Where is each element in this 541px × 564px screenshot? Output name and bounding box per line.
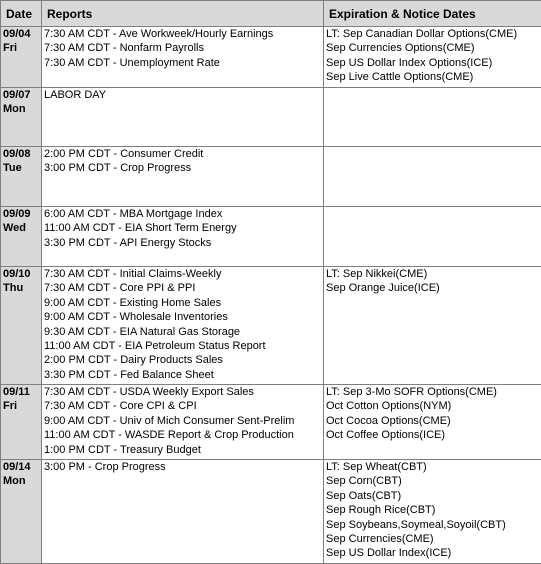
expiration-item: Sep Live Cattle Options(CME) [326, 71, 474, 84]
expiration-item: Sep Oats(CBT) [326, 489, 402, 502]
reports-cell [42, 207, 324, 267]
expiration-item: Sep Currencies Options(CME) [326, 42, 475, 55]
expirations-cell [324, 460, 541, 564]
reports-cell [42, 27, 324, 88]
table-row [1, 147, 541, 207]
report-item: LABOR DAY [44, 89, 107, 101]
expirations-cell [324, 147, 541, 207]
weekday-label: Thu [3, 282, 24, 294]
reports-cell [42, 88, 324, 147]
table-row [1, 207, 541, 267]
date-cell [1, 88, 42, 147]
report-item: 9:00 AM CDT - Existing Home Sales [44, 296, 222, 309]
table-row [1, 385, 541, 460]
expirations-cell [324, 267, 541, 385]
header-row [1, 1, 541, 27]
expiration-item: LT: Sep Nikkei(CME) [326, 268, 428, 280]
report-item: 11:00 AM CDT - EIA Short Term Energy [44, 222, 237, 235]
reports-cell [42, 460, 324, 564]
date-cell [1, 207, 42, 267]
report-item: 2:00 PM CDT - Dairy Products Sales [44, 354, 223, 367]
expiration-item: Sep US Dollar Index Options(ICE) [326, 56, 493, 69]
calendar-body [1, 27, 541, 564]
reports-cell [42, 267, 324, 385]
report-item: 3:30 PM CDT - API Energy Stocks [44, 236, 212, 249]
table-row [1, 27, 541, 88]
date-label: 09/04 [3, 28, 31, 40]
date-cell [1, 267, 42, 385]
weekday-label: Tue [3, 162, 22, 174]
date-label: 09/08 [3, 148, 31, 160]
report-item: 3:00 PM CDT - Crop Progress [44, 162, 192, 175]
table-row [1, 88, 541, 147]
report-item: 7:30 AM CDT - Core CPI & CPI [44, 400, 197, 413]
expirations-cell [324, 88, 541, 147]
weekday-label: Wed [3, 222, 27, 234]
report-item: 11:00 AM CDT - EIA Petroleum Status Report [44, 340, 266, 353]
expiration-item: LT: Sep 3-Mo SOFR Options(CME) [326, 386, 497, 398]
report-item: 3:00 PM - Crop Progress [44, 461, 166, 473]
date-cell [1, 27, 42, 88]
expiration-item: Sep Corn(CBT) [326, 475, 402, 488]
table-row [1, 460, 541, 564]
report-item: 7:30 AM CDT - Nonfarm Payrolls [44, 42, 204, 55]
weekday-label: Mon [3, 475, 26, 487]
expiration-item: Oct Coffee Options(ICE) [326, 429, 446, 442]
weekday-label: Fri [3, 400, 18, 412]
weekday-label: Mon [3, 103, 26, 115]
report-item: 3:30 PM CDT - Fed Balance Sheet [44, 368, 214, 381]
expiration-item: LT: Sep Canadian Dollar Options(CME) [326, 28, 518, 40]
weekday-label: Fri [3, 42, 18, 54]
table-row [1, 267, 541, 385]
header-date: Date [1, 1, 42, 27]
expirations-cell [324, 27, 541, 88]
reports-cell [42, 147, 324, 207]
date-cell [1, 147, 42, 207]
expiration-item: Sep Orange Juice(ICE) [326, 282, 440, 295]
report-item: 6:00 AM CDT - MBA Mortgage Index [44, 208, 223, 220]
date-label: 09/11 [3, 386, 30, 398]
expiration-item: Oct Cotton Options(NYM) [326, 400, 452, 413]
report-item: 9:00 AM CDT - Univ of Mich Consumer Sent-Prelim [44, 414, 295, 427]
expiration-item: LT: Sep Wheat(CBT) [326, 461, 427, 473]
expiration-item: Sep US Dollar Index(ICE) [326, 547, 452, 560]
expirations-cell [324, 207, 541, 267]
expiration-item: Oct Cocoa Options(CME) [326, 414, 451, 427]
expirations-cell [324, 385, 541, 460]
date-cell [1, 460, 42, 564]
report-item: 7:30 AM CDT - Ave Workweek/Hourly Earnings [44, 28, 274, 40]
report-item: 1:00 PM CDT - Treasury Budget [44, 443, 201, 456]
reports-cell [42, 385, 324, 460]
date-label: 09/07 [3, 89, 31, 101]
header-expirations: Expiration & Notice Dates [324, 1, 541, 27]
date-label: 09/10 [3, 268, 31, 280]
report-item: 9:00 AM CDT - Wholesale Inventories [44, 311, 228, 324]
expiration-item: Sep Currencies(CME) [326, 533, 434, 546]
report-item: 7:30 AM CDT - Unemployment Rate [44, 56, 220, 69]
date-cell [1, 385, 42, 460]
report-item: 2:00 PM CDT - Consumer Credit [44, 148, 204, 160]
report-item: 7:30 AM CDT - Initial Claims-Weekly [44, 268, 222, 280]
report-item: 7:30 AM CDT - USDA Weekly Export Sales [44, 386, 254, 398]
report-item: 11:00 AM CDT - WASDE Report & Crop Production [44, 429, 294, 442]
header-reports: Reports [42, 1, 324, 27]
date-label: 09/14 [3, 461, 31, 473]
expiration-item: Sep Soybeans,Soymeal,Soyoil(CBT) [326, 518, 506, 531]
date-label: 09/09 [3, 208, 31, 220]
expiration-item: Sep Rough Rice(CBT) [326, 504, 436, 517]
report-item: 9:30 AM CDT - EIA Natural Gas Storage [44, 325, 241, 338]
report-item: 7:30 AM CDT - Core PPI & PPI [44, 282, 196, 295]
